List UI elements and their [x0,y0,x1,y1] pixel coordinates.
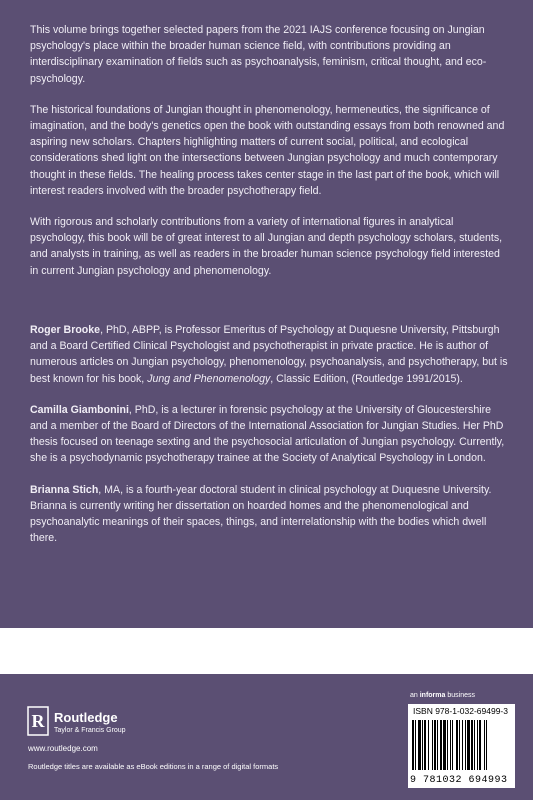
informa-business-label [410,692,475,699]
barcode-bar [415,720,416,770]
bio-brianna-stich [30,482,508,547]
informa-prefix: an [410,692,420,699]
bio-book-title: Jung and Phenomenology [147,372,271,385]
barcode-bar [424,720,426,770]
barcode-bar [428,720,429,770]
barcode-bar [418,720,421,770]
isbn-label: ISBN 978-1-032-69499-3 [413,706,508,716]
barcode-bar [471,720,473,770]
barcode-bar [486,720,487,770]
barcode-bar [412,720,414,770]
barcode-bar [484,720,485,770]
author-bios [30,322,508,561]
bio-text: , PhD, is a lecturer in forensic psychology at the University of Gloucestershire and a member of the Board of Directors of the International Association for Jungian Studies. Her PhD thesis focused on teenage sexting and the psychosocial articulation of Jungian psychology. Currently, she is a psychodynamic psychotherapy trainee at the Society of Analytical Psychology in London. [30,403,505,465]
barcode-bar [474,720,475,770]
bio-name: Brianna Stich [30,483,99,496]
barcode-bar [452,720,453,770]
bio-name: Roger Brooke [30,324,101,336]
barcode-bar [443,720,446,770]
barcode-bar [467,720,470,770]
barcode-number: 9 781032 694993 [410,775,508,786]
white-band [0,628,533,674]
barcode-bar [437,720,438,770]
barcode-bar [432,720,433,770]
description-paragraph-3: With rigorous and scholarly contributions from a variety of international figures in analytical psychology, this book will be of great interest to all Jungian and depth psychology scholars, students, and analysts in training, as well as readers in the broader human science psychology field interested in current Jungian psychology and phenomenology. [30,216,503,277]
barcode-bar [479,720,481,770]
barcode-bar [422,720,423,770]
informa-suffix: business [445,692,475,699]
barcode-bar [477,720,478,770]
publisher-group: Taylor & Francis Group [54,727,126,734]
barcode-bar [450,720,451,770]
bio-text: , MA, is a fourth-year doctoral student in clinical psychology at Duquesne University. Brianna is currently writing her dissertation on hoarded homes and the phenomenological and psychoanalytic meanings of their spaces, things, and interrelationship with the bodies which dwell there. [30,483,492,545]
publisher-url[interactable]: www.routledge.com [28,744,98,753]
barcode-bar [465,720,466,770]
publisher-name: Routledge [54,710,118,725]
barcode-bar [447,720,448,770]
bio-roger-brooke [30,322,508,387]
bio-text-end: , Classic Edition, (Routledge 1991/2015). [270,372,463,385]
barcode-bar [462,720,463,770]
description-paragraph-2: The historical foundations of Jungian thought in phenomenology, hermeneutics, the significance of imagination, and the body's genetics open the book with outstanding essays from both renowned and aspiring new scholars. Chapters highlighting matters of current social, political, and ecological considerations shed light on the intersections between Jungian psychology and much contemporary thought in these fields. The healing process takes center stage in the last part of the book, which will interest readers involved with the broader psychotherapy field. [30,103,505,197]
barcode-bar [456,720,458,770]
barcode-bar [440,720,442,770]
bio-text: , PhD, ABPP, is Professor Emeritus of Psychology at Duquesne University, Pittsburgh and a Board Certified Clinical Psychologist and psychotherapist in private practice. He is author of numerous articles on Jungian psychology, phenomenology, psychoanalysis, and psychotherapy, but is best known for his book, [30,324,508,385]
book-description [30,22,508,294]
routledge-logo-icon [27,706,49,736]
barcode-icon [410,720,513,772]
barcode-bar [434,720,436,770]
informa-brand: informa [419,692,446,699]
bio-camilla-giambonini [30,402,508,467]
barcode-bar [459,720,460,770]
description-paragraph-1: This volume brings together selected papers from the 2021 IAJS conference focusing on Jungian psychology's place within the broader human science field, with contributions providing an interdisciplinary examination of fields such as psychoanalysis, feminism, critical thought, and eco-psychology. [30,24,487,85]
ebook-note: Routledge titles are available as eBook editions in a range of digital formats [28,762,279,771]
logo-letter: R [31,711,45,731]
bio-name: Camilla Giambonini [30,403,129,416]
